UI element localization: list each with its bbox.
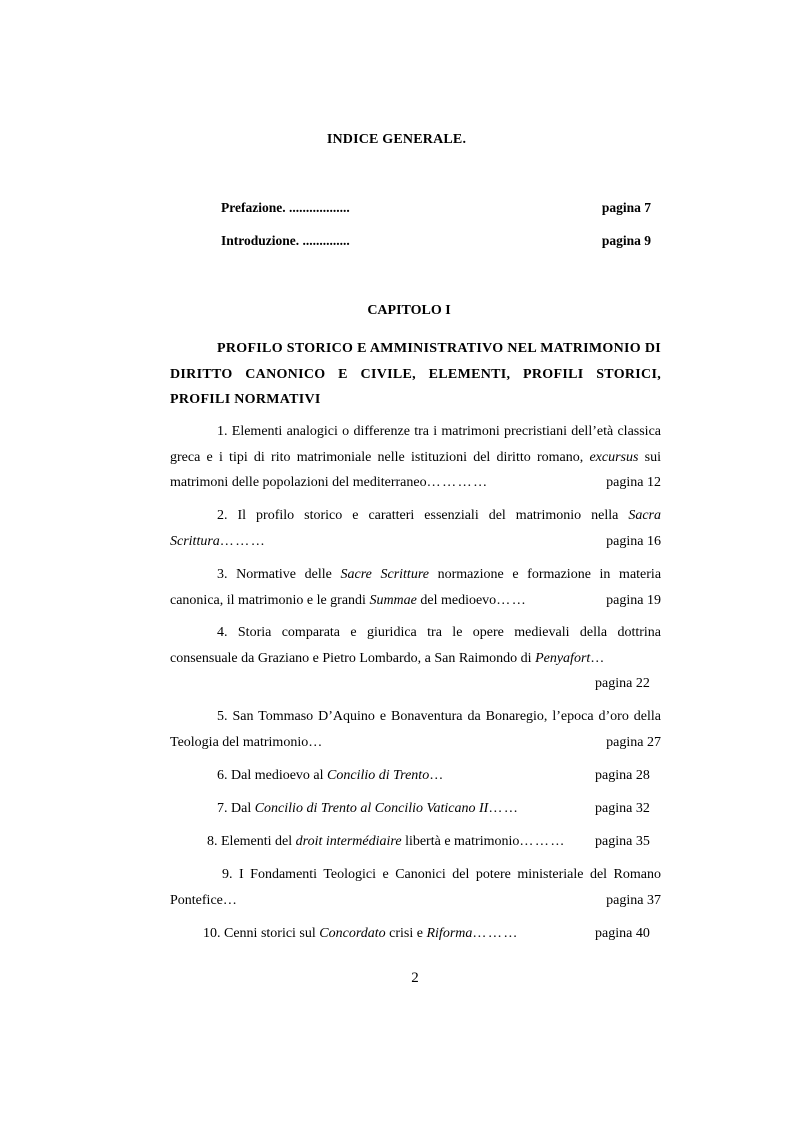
toc-page: pagina 19: [606, 592, 661, 608]
toc-entry-4: 4. Storia comparata e giuridica tra le opere medievali della dottrina consensuale da Graziano e Pietro Lombardo, a San Raimondo di Penyafort…: [170, 625, 662, 666]
toc-label: Introduzione. ..............: [221, 233, 350, 248]
toc-label: Prefazione. ..................: [221, 200, 350, 215]
chapter-heading: PROFILO STORICO E AMMINISTRATIVO NEL MATRIMONIO DI DIRITTO CANONICO E CIVILE, ELEMENTI, PROFILI STORICI, PROFILI NORMATIVI: [170, 341, 661, 407]
toc-entry-1: 1. Elementi analogici o differenze tra i matrimoni precristiani dell’età classica greca e i tipi di rito matrimoniale nelle istituzioni del diritto romano, excursus sui matrimoni delle popolazioni del mediterraneo………… pagina 12: [170, 419, 661, 496]
toc-page: pagina 9: [601, 233, 651, 248]
page-title: INDICE GENERALE.: [326, 132, 467, 147]
toc-entry-3: 3. Normative delle Sacre Scritture normazione e formazione in materia canonica, il matrimonio e le grandi Summae del medioevo…… pagina 19: [170, 562, 661, 613]
toc-page: pagina 12: [606, 475, 661, 490]
toc-page: pagina 7: [601, 200, 651, 215]
toc-entry-8: 8. Elementi del droit intermédiaire libertà e matrimonio……… pagina 35: [170, 829, 661, 855]
toc-entry-9: 9. I Fondamenti Teologici e Canonici del potere ministeriale del Romano Pontefice… pagina 37: [170, 862, 661, 913]
toc-page: pagina 16: [606, 533, 661, 549]
toc-page: pagina 37: [606, 892, 661, 908]
toc-page: pagina 27: [606, 734, 661, 750]
toc-entry-4-page: [170, 671, 661, 697]
page-number: 2: [411, 970, 419, 986]
toc-entry-5: 5. San Tommaso D’Aquino e Bonaventura da Bonaregio, l’epoca d’oro della Teologia del matrimonio… pagina 27: [170, 704, 661, 755]
toc-page: pagina 22: [595, 676, 650, 691]
toc-entry-6: 6. Dal medioevo al Concilio di Trento… pagina 28: [170, 763, 661, 789]
toc-entry-10: 10. Cenni storici sul Concordato crisi e Riforma……… pagina 40: [170, 921, 661, 947]
chapter-number: CAPITOLO I: [367, 303, 451, 318]
toc-page: pagina 35: [595, 834, 650, 849]
toc-entry-7: 7. Dal Concilio di Trento al Concilio Vaticano II…… pagina 32: [170, 796, 661, 822]
toc-page: pagina 28: [595, 768, 650, 783]
toc-page: pagina 40: [595, 926, 650, 941]
toc-page: pagina 32: [595, 801, 650, 816]
toc-entry-2: 2. Il profilo storico e caratteri essenziali del matrimonio nella Sacra Scrittura……… pagina 16: [170, 503, 661, 554]
